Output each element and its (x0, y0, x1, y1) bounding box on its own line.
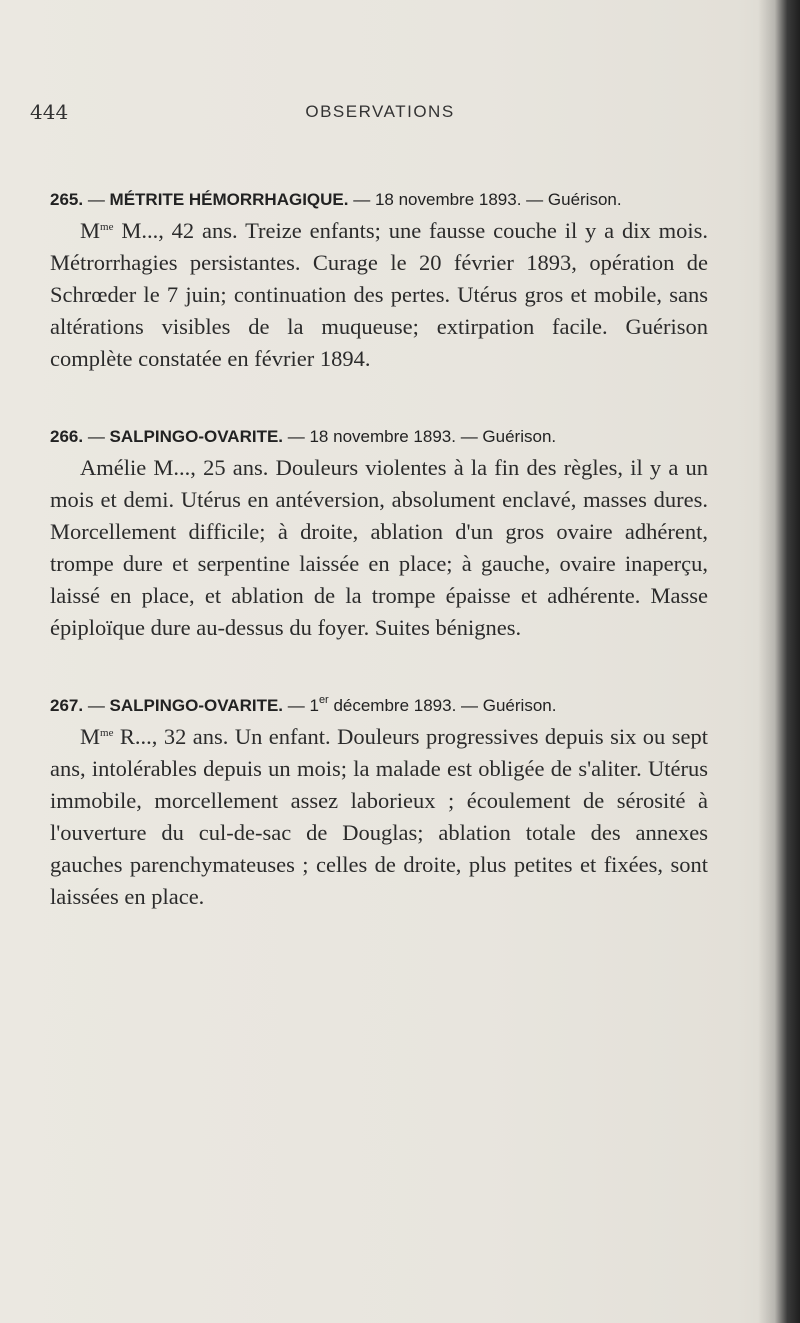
date-prefix: — 1 (283, 696, 319, 715)
observation-266 (50, 423, 708, 644)
observation-265 (50, 186, 708, 375)
body-text: R..., 32 ans. Un enfant. Douleurs progressives depuis six ou sept ans, intolérables depuis un mois; la malade est obligée de s'aliter. Utérus immobile, morcellement assez laborieux ; écoulement de sérosité à l'ouverture du cul-de-sac de Douglas; ablation totale des annexes gauches parenchymateuses ; celles de droite, plus petites et fixées, sont laissées en place. (50, 724, 708, 909)
page-binding-edge (758, 0, 800, 1323)
body-text: Amélie M..., 25 ans. Douleurs violentes à la fin des règles, il y a un mois et demi. Utérus en antéversion, absolument enclavé, masses dures. Morcellement difficile; à droite, ablation d'un gros ovaire adhérent, trompe dure et serpentine laissée en place; à gauche, ovaire inaperçu, laissé en place, et ablation de la trompe épaisse et adhérente. Masse épiploïque dure au-dessus du foyer. Suites bénignes. (50, 455, 708, 640)
observation-date-outcome: — 18 novembre 1893. — Guérison. (283, 427, 557, 446)
observation-body (50, 721, 708, 913)
observation-heading (50, 186, 708, 214)
body-superscript: me (100, 727, 114, 739)
observation-title: SALPINGO-OVARITE. (109, 427, 284, 446)
observation-number: 266. (50, 427, 84, 446)
page-number: 444 (30, 100, 69, 124)
observation-267 (50, 692, 708, 913)
heading-separator: — (83, 190, 110, 209)
observation-body (50, 452, 708, 644)
body-superscript: me (100, 221, 114, 233)
observation-heading (50, 692, 708, 720)
observation-heading (50, 423, 708, 451)
page-header (30, 100, 730, 130)
observation-title: MÉTRITE HÉMORRHAGIQUE. (109, 190, 349, 209)
body-text: M..., 42 ans. Treize enfants; une fausse couche il y a dix mois. Métrorrhagies persistantes. Curage le 20 février 1893, opération de Schrœder le 7 juin; continuation des pertes. Utérus gros et mobile, sans altérations visibles de la muqueuse; extirpation facile. Guérison complète constatée en février 1894. (50, 218, 708, 371)
observation-title: SALPINGO-OVARITE. (109, 696, 284, 715)
running-head: OBSERVATIONS (305, 102, 455, 121)
observation-number: 267. (50, 696, 84, 715)
observation-date-outcome: décembre 1893. — Guérison. (328, 696, 557, 715)
body-prefix: M (80, 218, 101, 243)
date-superscript: er (318, 694, 329, 706)
observation-body (50, 215, 708, 375)
body-prefix: M (80, 724, 101, 749)
page-content (50, 186, 708, 961)
heading-separator: — (83, 696, 110, 715)
observation-number: 265. (50, 190, 84, 209)
observation-date-outcome: — 18 novembre 1893. — Guérison. (348, 190, 622, 209)
heading-separator: — (83, 427, 110, 446)
